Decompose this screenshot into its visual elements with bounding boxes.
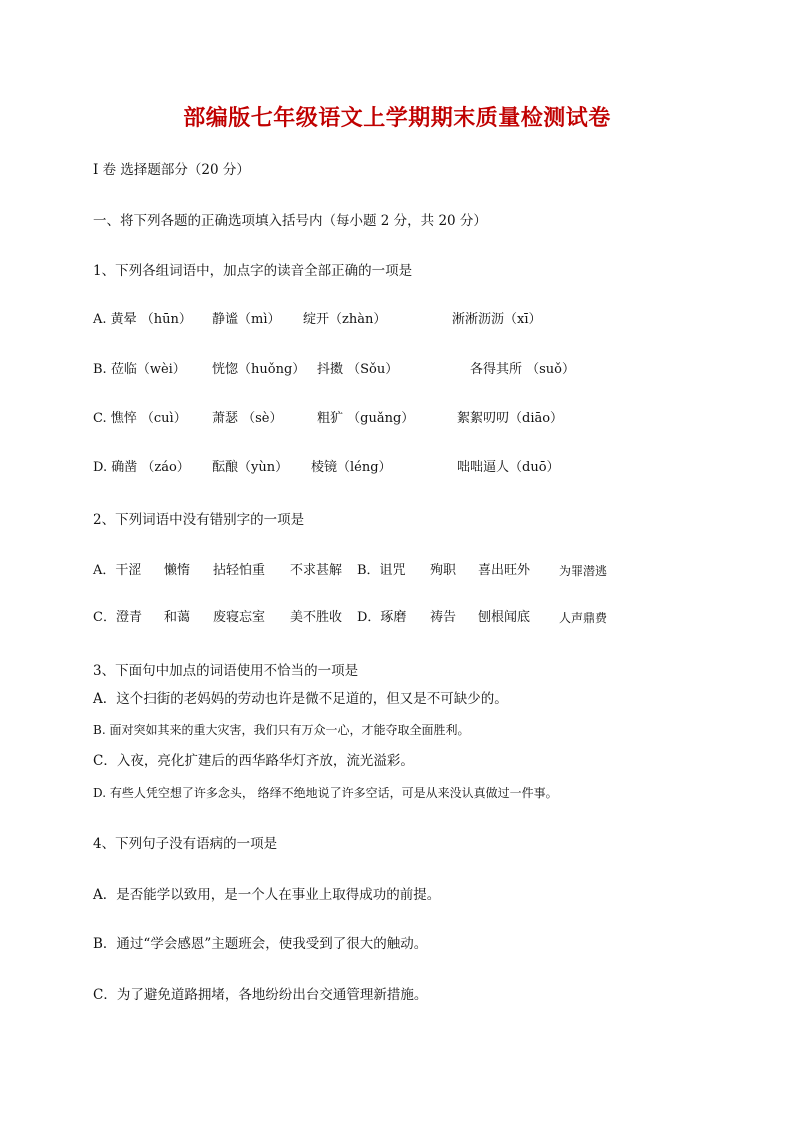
page-title: 部编版七年级语文上学期期末质量检测试卷 xyxy=(183,105,611,131)
q4-stem: 4、下列句子没有语病的一项是 xyxy=(93,836,278,852)
q3-option-a[interactable]: A．这个扫街的老妈妈的劳动也许是微不足道的，但又是不可缺少的。 xyxy=(93,691,508,707)
q4-option-b[interactable]: B．通过“学会感恩”主题班会，使我受到了很大的触动。 xyxy=(93,936,428,952)
q2-b-word-4: 为罪潜逃 xyxy=(559,564,608,578)
q2-a-word-4: 不求甚解 xyxy=(290,563,343,578)
q2-a-word-3: 拈轻怕重 xyxy=(213,563,266,578)
q1-c-item-2: 萧瑟 （sè） xyxy=(212,411,283,426)
q1-d-item-2: 酝酿（yùn） xyxy=(212,460,289,475)
q2-d-word-3: 刨根闻底 xyxy=(478,610,531,625)
q2-a-word-1: A．干涩 xyxy=(93,563,142,578)
part1-heading: I 卷 选择题部分（20 分） xyxy=(93,162,250,178)
q2-a-word-2: 懒惰 xyxy=(164,563,191,578)
q3-stem: 3、下面句中加点的词语使用不恰当的一项是 xyxy=(93,663,359,679)
q2-b-word-1: B．诅咒 xyxy=(357,563,406,578)
q2-d-word-1: D．琢磨 xyxy=(357,610,407,625)
section1-heading: 一、将下列各题的正确选项填入括号内（每小题 2 分，共 20 分） xyxy=(93,213,487,229)
q1-c-item-1: C. 憔悴 （cuì） xyxy=(93,411,187,426)
q1-a-item-4: 淅淅沥沥（xī） xyxy=(452,312,542,327)
q2-d-word-2: 祷告 xyxy=(430,610,457,625)
q2-c-word-1: C．澄青 xyxy=(93,610,142,625)
q2-b-word-2: 殉职 xyxy=(430,563,457,578)
q1-stem: 1、下列各组词语中，加点字的读音全部正确的一项是 xyxy=(93,263,413,279)
q2-c-word-2: 和蔼 xyxy=(164,610,191,625)
q1-d-item-3: 棱镜（léng） xyxy=(311,460,392,475)
q1-a-item-1: A. 黄晕 （hūn） xyxy=(93,312,192,327)
q4-option-a[interactable]: A．是否能学以致用，是一个人在事业上取得成功的前提。 xyxy=(93,887,441,903)
q3-option-b[interactable]: B. 面对突如其来的重大灾害，我们只有万众一心，才能夺取全面胜利。 xyxy=(93,723,470,737)
q2-d-word-4: 人声鼎费 xyxy=(559,611,608,625)
q1-d-item-1: D. 确凿 （záo） xyxy=(93,460,190,475)
q2-b-word-3: 喜出旺外 xyxy=(478,563,531,578)
q1-d-item-4: 咄咄逼人（duō） xyxy=(457,460,560,475)
q1-b-item-3: 抖擞 （Sǒu） xyxy=(317,362,399,377)
q1-b-item-4: 各得其所 （suǒ） xyxy=(470,362,576,377)
q4-option-c[interactable]: C．为了避免道路拥堵，各地纷纷出台交通管理新措施。 xyxy=(93,987,428,1003)
q2-c-word-4: 美不胜收 xyxy=(290,610,343,625)
q1-a-item-2: 静谧（mì） xyxy=(212,312,281,327)
q3-option-d[interactable]: D. 有些人凭空想了许多念头， 络绎不绝地说了许多空话，可是从来没认真做过一件事。 xyxy=(93,786,558,800)
q1-b-item-1: B. 莅临（wèi） xyxy=(93,362,186,377)
q1-c-item-3: 粗犷 （guǎng） xyxy=(317,411,415,426)
q2-c-word-3: 废寝忘室 xyxy=(213,610,266,625)
q1-b-item-2: 恍惚（huǒng） xyxy=(212,362,306,377)
q2-stem: 2、下列词语中没有错别字的一项是 xyxy=(93,512,305,528)
q3-option-c[interactable]: C．入夜，亮化扩建后的西华路华灯齐放，流光溢彩。 xyxy=(93,753,414,769)
q1-a-item-3: 绽开（zhàn） xyxy=(303,312,387,327)
q1-c-item-4: 絮絮叨叨（diāo） xyxy=(457,411,564,426)
